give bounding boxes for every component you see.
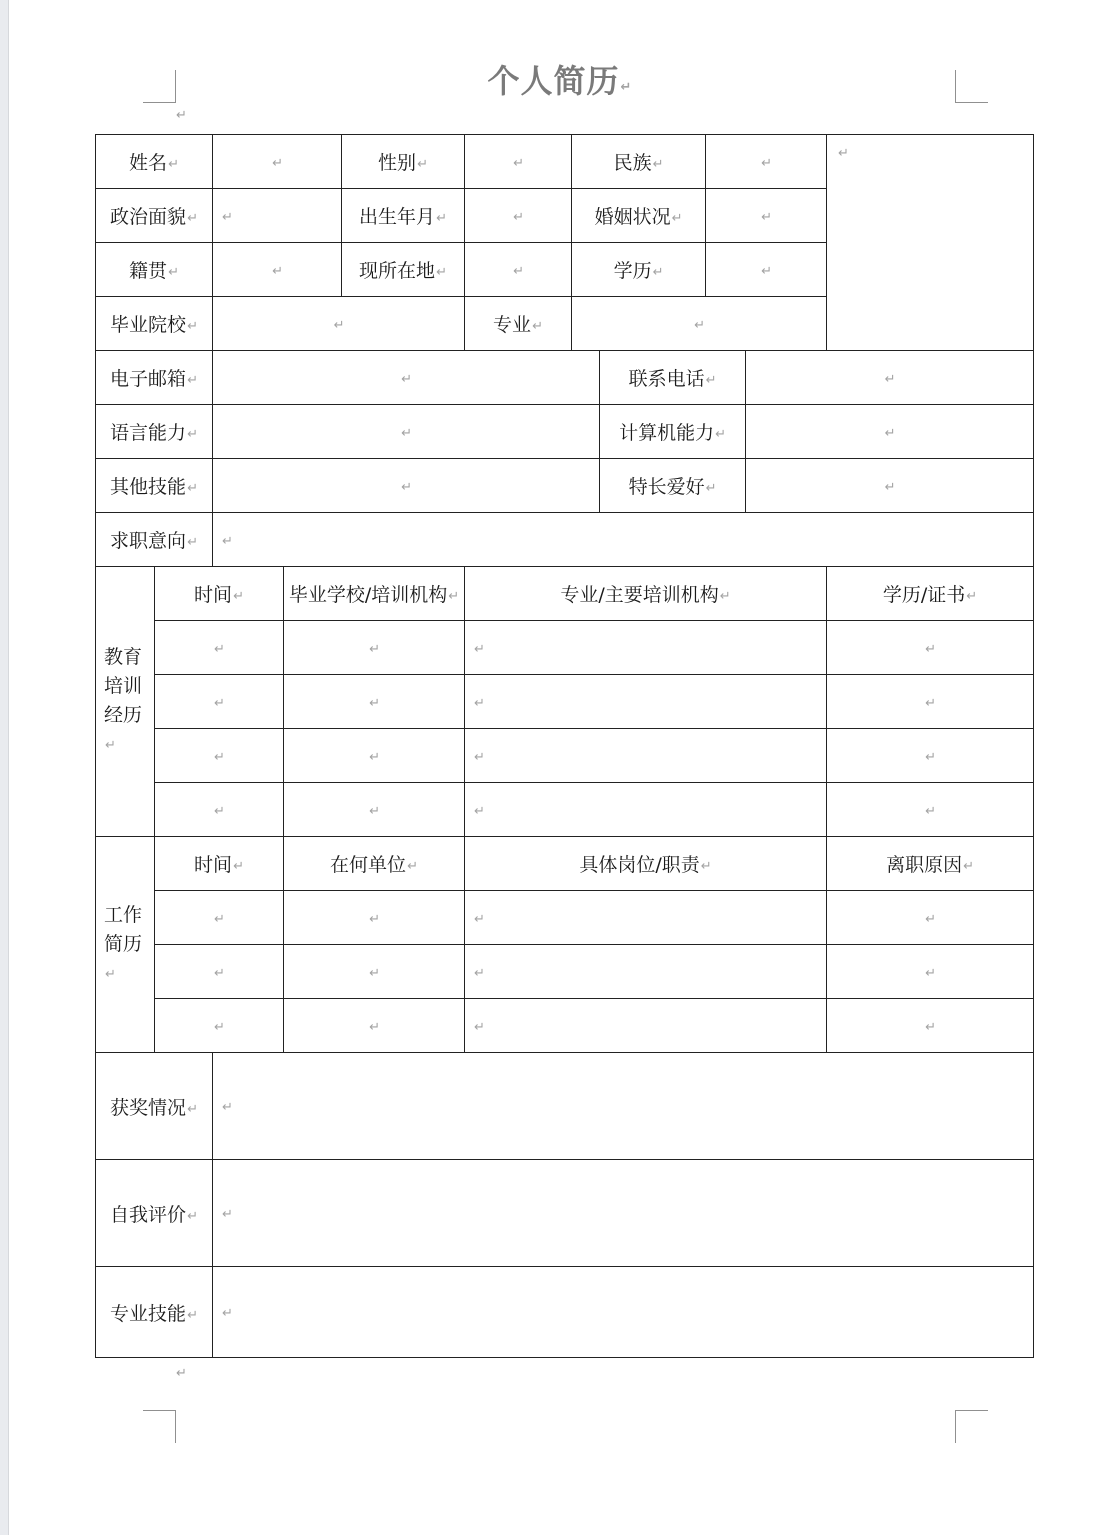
cell-major-value[interactable]: ↵ [572,297,827,351]
work-header-time: 时间↵ [155,837,284,891]
work-cell[interactable]: ↵ [284,891,465,945]
cell-self-eval-value[interactable]: ↵ [213,1160,1034,1267]
table-row [96,891,1034,945]
margin-corner-bottom-right [955,1410,988,1443]
photo-cell[interactable]: ↵ [827,135,1034,351]
margin-corner-bottom-left [143,1410,176,1443]
table-row [96,783,1034,837]
cell-awards-value[interactable]: ↵ [213,1053,1034,1160]
work-cell[interactable]: ↵ [465,945,827,999]
cell-objective-value[interactable]: ↵ [213,513,1034,567]
table-row [96,567,1034,621]
work-cell[interactable]: ↵ [155,891,284,945]
work-cell[interactable]: ↵ [465,999,827,1053]
work-cell[interactable]: ↵ [827,945,1034,999]
cell-hometown-value[interactable]: ↵ [213,243,342,297]
table-row [96,837,1034,891]
label-major: 专业↵ [465,297,572,351]
edu-cell[interactable]: ↵ [465,675,827,729]
table-row [96,459,1034,513]
cell-other-skills-value[interactable]: ↵ [213,459,600,513]
edu-cell[interactable]: ↵ [465,783,827,837]
label-political: 政治面貌↵ [96,189,213,243]
edu-header-school: 毕业学校/培训机构↵ [284,567,465,621]
edu-cell[interactable]: ↵ [284,783,465,837]
table-row [96,135,1034,189]
label-residence: 现所在地↵ [342,243,465,297]
table-row [96,729,1034,783]
cell-birth-value[interactable]: ↵ [465,189,572,243]
work-header-company: 在何单位↵ [284,837,465,891]
cell-ethnicity-value[interactable]: ↵ [706,135,827,189]
work-cell[interactable]: ↵ [155,945,284,999]
label-awards: 获奖情况↵ [96,1053,213,1160]
table-row [96,351,1034,405]
resume-table [95,134,1034,1358]
cell-hobbies-value[interactable]: ↵ [746,459,1034,513]
paragraph-mark-icon: ↵ [176,108,187,123]
cell-political-value[interactable]: ↵ [213,189,342,243]
cell-degree-value[interactable]: ↵ [706,243,827,297]
edu-header-time: 时间↵ [155,567,284,621]
edu-cell[interactable]: ↵ [284,675,465,729]
edu-cell[interactable]: ↵ [465,729,827,783]
work-cell[interactable]: ↵ [155,999,284,1053]
page-left-edge [0,0,9,1535]
edu-cell[interactable]: ↵ [155,675,284,729]
table-row [96,1267,1034,1358]
cell-computer-value[interactable]: ↵ [746,405,1034,459]
label-ethnicity: 民族↵ [572,135,706,189]
table-row [96,621,1034,675]
cell-pro-skills-value[interactable]: ↵ [213,1267,1034,1358]
document-title[interactable]: 个人简历↵ [487,62,633,100]
edu-cell[interactable]: ↵ [284,729,465,783]
label-gender: 性别↵ [342,135,465,189]
label-work-section: 工作简历↵ [96,837,155,1053]
work-cell[interactable]: ↵ [465,891,827,945]
label-birth: 出生年月↵ [342,189,465,243]
label-language: 语言能力↵ [96,405,213,459]
cell-language-value[interactable]: ↵ [213,405,600,459]
cell-email-value[interactable]: ↵ [213,351,600,405]
label-pro-skills: 专业技能↵ [96,1267,213,1358]
edu-header-major: 专业/主要培训机构↵ [465,567,827,621]
edu-cell[interactable]: ↵ [155,621,284,675]
cell-residence-value[interactable]: ↵ [465,243,572,297]
label-computer: 计算机能力↵ [600,405,746,459]
work-header-position: 具体岗位/职责↵ [465,837,827,891]
work-cell[interactable]: ↵ [284,945,465,999]
cell-phone-value[interactable]: ↵ [746,351,1034,405]
cell-school-value[interactable]: ↵ [213,297,465,351]
table-row [96,405,1034,459]
edu-header-degree: 学历/证书↵ [827,567,1034,621]
table-row [96,675,1034,729]
label-hobbies: 特长爱好↵ [600,459,746,513]
cell-gender-value[interactable]: ↵ [465,135,572,189]
label-other-skills: 其他技能↵ [96,459,213,513]
paragraph-mark-icon: ↵ [176,1366,187,1381]
cell-marital-value[interactable]: ↵ [706,189,827,243]
table-row [96,1053,1034,1160]
cell-name-value[interactable]: ↵ [213,135,342,189]
work-cell[interactable]: ↵ [284,999,465,1053]
edu-cell[interactable]: ↵ [284,621,465,675]
edu-cell[interactable]: ↵ [827,729,1034,783]
edu-cell[interactable]: ↵ [827,783,1034,837]
work-cell[interactable]: ↵ [827,891,1034,945]
label-self-eval: 自我评价↵ [96,1160,213,1267]
label-name: 姓名↵ [96,135,213,189]
work-cell[interactable]: ↵ [827,999,1034,1053]
label-degree: 学历↵ [572,243,706,297]
edu-cell[interactable]: ↵ [155,783,284,837]
edu-cell[interactable]: ↵ [827,621,1034,675]
edu-cell[interactable]: ↵ [827,675,1034,729]
label-phone: 联系电话↵ [600,351,746,405]
table-row [96,945,1034,999]
edu-cell[interactable]: ↵ [155,729,284,783]
table-row [96,999,1034,1053]
work-header-reason: 离职原因↵ [827,837,1034,891]
label-email: 电子邮箱↵ [96,351,213,405]
label-education-section: 教育培训经历↵ [96,567,155,837]
table-row [96,1160,1034,1267]
label-marital: 婚姻状况↵ [572,189,706,243]
label-school: 毕业院校↵ [96,297,213,351]
edu-cell[interactable]: ↵ [465,621,827,675]
label-objective: 求职意向↵ [96,513,213,567]
table-row [96,513,1034,567]
label-hometown: 籍贯↵ [96,243,213,297]
